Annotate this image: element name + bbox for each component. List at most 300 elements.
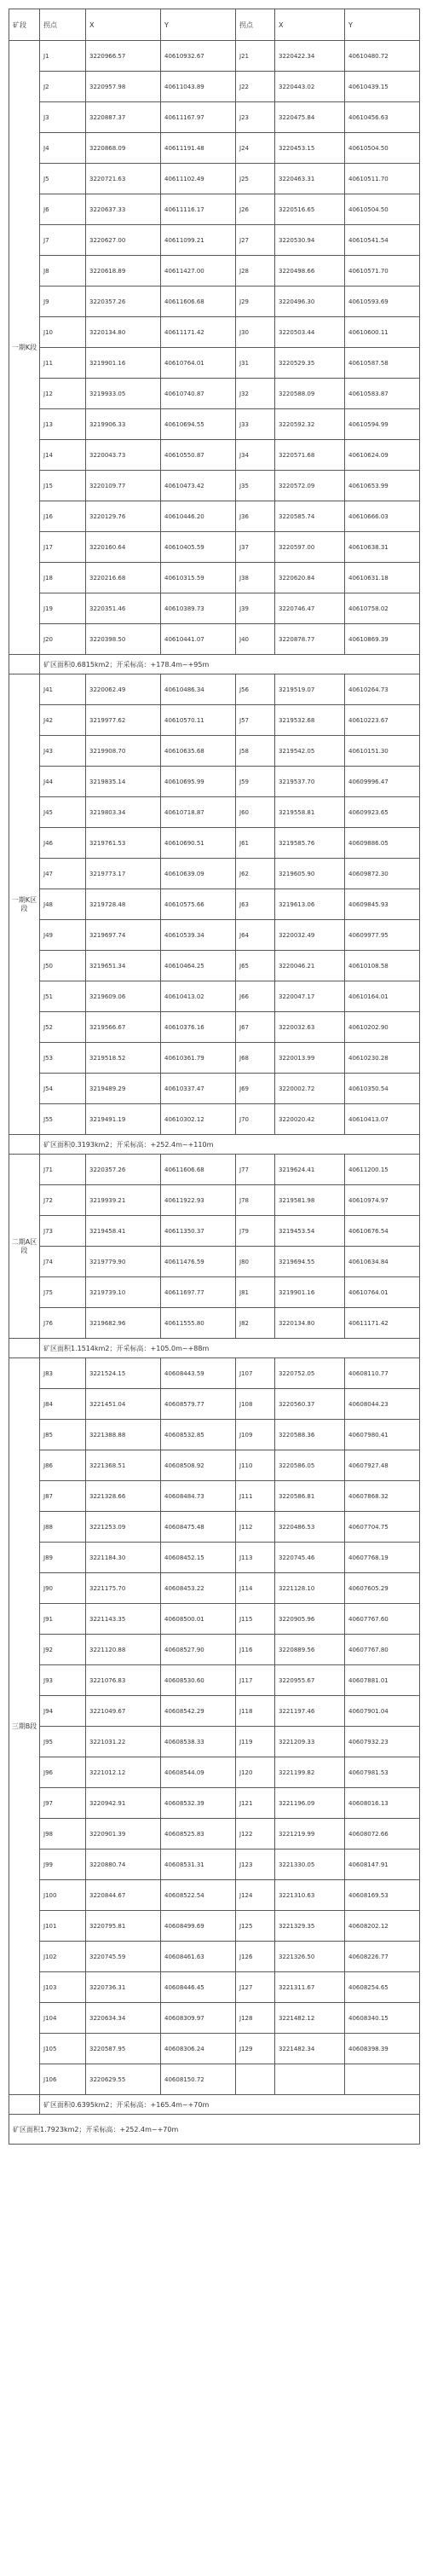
cell-y-right: 40610764.01 (345, 1277, 420, 1308)
cell-x-left: 3220795.81 (86, 1911, 161, 1942)
cell-x-left: 3220901.39 (86, 1819, 161, 1850)
cell-x-left: 3220634.34 (86, 2003, 161, 2034)
cell-x-right: 3220503.44 (275, 317, 345, 348)
cell-point-left: J20 (40, 624, 86, 655)
cell-y-right: 40610511.70 (345, 164, 420, 194)
table-row (9, 1389, 420, 1420)
cell-point-left: J51 (40, 981, 86, 1012)
coordinate-table-container (9, 9, 419, 2145)
table-row (9, 981, 420, 1012)
cell-point-right: J117 (236, 1665, 275, 1696)
cell-x-left: 3221388.88 (86, 1420, 161, 1450)
cell-y-left: 40608306.24 (161, 2034, 236, 2064)
cell-x-right: 3219624.41 (275, 1155, 345, 1185)
table-row (9, 705, 420, 736)
cell-x-left: 3220880.74 (86, 1850, 161, 1880)
cell-point-right: J63 (236, 889, 275, 920)
cell-point-right: J120 (236, 1757, 275, 1788)
cell-point-left: J100 (40, 1880, 86, 1911)
table-row (9, 317, 420, 348)
table-row (9, 1420, 420, 1450)
cell-y-left: 40608544.09 (161, 1757, 236, 1788)
cell-point-right: J28 (236, 256, 275, 287)
cell-y-right: 40609977.95 (345, 920, 420, 951)
section-name-cell (9, 1155, 40, 1339)
cell-x-left: 3221253.09 (86, 1512, 161, 1543)
cell-y-left: 40610764.01 (161, 348, 236, 379)
cell-x-right: 3221219.99 (275, 1819, 345, 1850)
cell-point-right: J67 (236, 1012, 275, 1043)
cell-point-left: J88 (40, 1512, 86, 1543)
section-name: 二期A区段 (11, 1237, 37, 1254)
table-row (9, 1450, 420, 1481)
cell-point-right: J57 (236, 705, 275, 736)
cell-x-left: 3221012.12 (86, 1757, 161, 1788)
cell-y-right: 40608398.39 (345, 2034, 420, 2064)
cell-x-right: 3221482.12 (275, 2003, 345, 2034)
cell-x-right: 3219453.54 (275, 1216, 345, 1247)
cell-y-right: 40608226.77 (345, 1942, 420, 1972)
cell-x-left: 3219728.48 (86, 889, 161, 920)
table-row (9, 1012, 420, 1043)
cell-x-left: 3220216.68 (86, 563, 161, 593)
cell-y-right: 40608254.65 (345, 1972, 420, 2003)
cell-y-left: 40608542.29 (161, 1696, 236, 1727)
cell-y-left: 40611350.37 (161, 1216, 236, 1247)
cell-y-left: 40611922.93 (161, 1185, 236, 1216)
cell-y-right: 40610638.31 (345, 532, 420, 563)
cell-x-right: 3220530.94 (275, 225, 345, 256)
cell-y-right: 40610504.50 (345, 133, 420, 164)
cell-x-right: 3220002.72 (275, 1074, 345, 1104)
cell-y-right: 40611171.42 (345, 1308, 420, 1339)
table-row (9, 1216, 420, 1247)
cell-y-left: 40610718.87 (161, 797, 236, 828)
cell-x-right: 3220592.32 (275, 409, 345, 440)
cell-point-left: J43 (40, 736, 86, 767)
table-row (9, 1308, 420, 1339)
cell-x-right: 3221482.34 (275, 2034, 345, 2064)
table-row (9, 674, 420, 705)
cell-point-right: J81 (236, 1277, 275, 1308)
cell-y-left: 40608538.33 (161, 1727, 236, 1757)
cell-y-left: 40611167.97 (161, 102, 236, 133)
cell-y-left: 40608532.85 (161, 1420, 236, 1450)
table-row (9, 563, 420, 593)
cell-point-right: J108 (236, 1389, 275, 1420)
cell-point-left: J3 (40, 102, 86, 133)
cell-y-left: 40611427.00 (161, 256, 236, 287)
cell-point-right: J121 (236, 1788, 275, 1819)
cell-y-right: 40610653.99 (345, 471, 420, 501)
cell-point-left: J7 (40, 225, 86, 256)
section-name-cell (9, 674, 40, 1135)
section-name-cell (9, 1358, 40, 2095)
cell-x-left: 3219458.41 (86, 1216, 161, 1247)
cell-x-right: 3221326.50 (275, 1942, 345, 1972)
cell-x-right: 3220013.99 (275, 1043, 345, 1074)
cell-x-right: 3220032.49 (275, 920, 345, 951)
cell-y-right: 40610108.58 (345, 951, 420, 981)
cell-y-right: 40607868.32 (345, 1481, 420, 1512)
cell-point-left: J42 (40, 705, 86, 736)
table-row (9, 287, 420, 317)
cell-y-left: 40611606.68 (161, 287, 236, 317)
cell-x-left: 3219518.52 (86, 1043, 161, 1074)
cell-y-right: 40607767.80 (345, 1635, 420, 1665)
cell-point-right: J77 (236, 1155, 275, 1185)
cell-x-left: 3219489.29 (86, 1074, 161, 1104)
cell-point-left: J18 (40, 563, 86, 593)
section-area-row (9, 655, 420, 674)
cell-point-right: J126 (236, 1942, 275, 1972)
cell-x-left: 3220868.09 (86, 133, 161, 164)
cell-y-right: 40610634.84 (345, 1247, 420, 1277)
cell-y-left: 40608453.22 (161, 1573, 236, 1604)
cell-y-left: 40610932.67 (161, 41, 236, 72)
cell-x-left: 3221031.22 (86, 1727, 161, 1757)
cell-x-right: 3220571.68 (275, 440, 345, 471)
table-row (9, 593, 420, 624)
cell-x-right: 3220889.56 (275, 1635, 345, 1665)
section-area-row (9, 2095, 420, 2115)
cell-point-right: J125 (236, 1911, 275, 1942)
cell-y-left: 40611476.59 (161, 1247, 236, 1277)
cell-y-right: 40607932.23 (345, 1727, 420, 1757)
cell-x-right: 3219581.98 (275, 1185, 345, 1216)
table-row (9, 1573, 420, 1604)
cell-x-left: 3219651.34 (86, 951, 161, 981)
table-row (9, 72, 420, 102)
cell-point-left: J41 (40, 674, 86, 705)
cell-y-right: 40608016.13 (345, 1788, 420, 1819)
table-row (9, 379, 420, 409)
cell-point-left: J4 (40, 133, 86, 164)
cell-point-left: J6 (40, 194, 86, 225)
cell-x-left: 3219803.34 (86, 797, 161, 828)
cell-point-right: J70 (236, 1104, 275, 1135)
table-row (9, 133, 420, 164)
cell-point-left: J83 (40, 1358, 86, 1389)
cell-point-left: J106 (40, 2064, 86, 2095)
cell-point-right: J114 (236, 1573, 275, 1604)
cell-point-right: J22 (236, 72, 275, 102)
cell-y-right: 40611200.15 (345, 1155, 420, 1185)
cell-point-left: J11 (40, 348, 86, 379)
cell-y-right (345, 2064, 420, 2095)
table-row (9, 1543, 420, 1573)
cell-point-right: J39 (236, 593, 275, 624)
cell-x-right: 3220443.02 (275, 72, 345, 102)
section-name: 一期K段 (11, 343, 37, 351)
cell-x-left: 3219773.17 (86, 859, 161, 889)
table-row (9, 1512, 420, 1543)
cell-point-right: J32 (236, 379, 275, 409)
cell-x-left: 3220887.37 (86, 102, 161, 133)
cell-point-right: J123 (236, 1850, 275, 1880)
cell-x-right: 3220588.09 (275, 379, 345, 409)
cell-point-right: J40 (236, 624, 275, 655)
table-row (9, 1727, 420, 1757)
table-row (9, 951, 420, 981)
cell-point-right (236, 2064, 275, 2095)
cell-x-left: 3219835.14 (86, 767, 161, 797)
cell-x-right: 3220453.15 (275, 133, 345, 164)
cell-x-right: 3220585.74 (275, 501, 345, 532)
cell-x-right: 3221311.67 (275, 1972, 345, 2003)
cell-point-left: J89 (40, 1543, 86, 1573)
cell-point-left: J44 (40, 767, 86, 797)
table-row (9, 348, 420, 379)
cell-x-left: 3220957.98 (86, 72, 161, 102)
table-row (9, 1972, 420, 2003)
cell-y-left: 40608309.97 (161, 2003, 236, 2034)
table-row (9, 2034, 420, 2064)
cell-point-right: J116 (236, 1635, 275, 1665)
cell-x-right: 3220486.53 (275, 1512, 345, 1543)
section-area-spacer (9, 655, 40, 674)
cell-point-right: J78 (236, 1185, 275, 1216)
cell-x-right: 3220020.42 (275, 1104, 345, 1135)
cell-point-right: J68 (236, 1043, 275, 1074)
cell-y-left: 40608579.77 (161, 1389, 236, 1420)
table-row (9, 920, 420, 951)
cell-x-left: 3220618.89 (86, 256, 161, 287)
cell-y-left: 40611043.89 (161, 72, 236, 102)
cell-y-left: 40610302.12 (161, 1104, 236, 1135)
cell-x-left: 3220351.46 (86, 593, 161, 624)
cell-x-right: 3220878.77 (275, 624, 345, 655)
table-row (9, 1696, 420, 1727)
table-row (9, 41, 420, 72)
cell-y-right: 40610594.99 (345, 409, 420, 440)
cell-point-right: J113 (236, 1543, 275, 1573)
section-name: 三期B段 (11, 1722, 37, 1730)
cell-point-left: J8 (40, 256, 86, 287)
header-zone: 矿段 (9, 9, 40, 41)
cell-x-left: 3221184.30 (86, 1543, 161, 1573)
cell-point-right: J61 (236, 828, 275, 859)
cell-x-right: 3221199.82 (275, 1757, 345, 1788)
table-row (9, 532, 420, 563)
cell-x-left: 3220160.64 (86, 532, 161, 563)
cell-point-left: J9 (40, 287, 86, 317)
table-row (9, 471, 420, 501)
cell-y-left: 40608484.73 (161, 1481, 236, 1512)
cell-point-right: J64 (236, 920, 275, 951)
cell-y-right: 40607901.04 (345, 1696, 420, 1727)
cell-y-right: 40608147.91 (345, 1850, 420, 1880)
cell-point-left: J71 (40, 1155, 86, 1185)
cell-point-right: J37 (236, 532, 275, 563)
cell-point-left: J90 (40, 1573, 86, 1604)
cell-point-left: J93 (40, 1665, 86, 1696)
table-row (9, 102, 420, 133)
cell-point-right: J26 (236, 194, 275, 225)
cell-y-right: 40609996.47 (345, 767, 420, 797)
cell-x-left: 3220721.63 (86, 164, 161, 194)
cell-point-right: J119 (236, 1727, 275, 1757)
cell-x-left: 3219609.06 (86, 981, 161, 1012)
cell-x-right: 3220422.34 (275, 41, 345, 72)
cell-point-right: J38 (236, 563, 275, 593)
table-row (9, 1074, 420, 1104)
cell-y-right: 40609845.93 (345, 889, 420, 920)
cell-point-right: J69 (236, 1074, 275, 1104)
cell-point-right: J25 (236, 164, 275, 194)
cell-x-left: 3220966.57 (86, 41, 161, 72)
cell-y-left: 40610413.02 (161, 981, 236, 1012)
cell-x-left: 3219566.67 (86, 1012, 161, 1043)
cell-x-left: 3219697.74 (86, 920, 161, 951)
cell-y-left: 40610405.59 (161, 532, 236, 563)
cell-point-left: J94 (40, 1696, 86, 1727)
cell-x-left: 3221524.15 (86, 1358, 161, 1389)
cell-point-right: J60 (236, 797, 275, 828)
cell-x-left: 3219682.96 (86, 1308, 161, 1339)
cell-x-right: 3221310.63 (275, 1880, 345, 1911)
cell-y-left: 40608508.92 (161, 1450, 236, 1481)
table-row (9, 1911, 420, 1942)
cell-y-left: 40610695.99 (161, 767, 236, 797)
cell-y-right: 40610480.72 (345, 41, 420, 72)
cell-x-right: 3220047.17 (275, 981, 345, 1012)
cell-y-left: 40610473.42 (161, 471, 236, 501)
cell-x-right: 3219694.55 (275, 1247, 345, 1277)
cell-x-right: 3220032.63 (275, 1012, 345, 1043)
cell-x-left: 3221175.70 (86, 1573, 161, 1604)
section-area-text: 矿区面积1.1514km2；开采标高：+105.0m~+88m (40, 1339, 420, 1358)
cell-y-right: 40608340.15 (345, 2003, 420, 2034)
section-area-row (9, 1135, 420, 1155)
cell-point-right: J59 (236, 767, 275, 797)
cell-y-right: 40610223.67 (345, 705, 420, 736)
cell-point-right: J33 (236, 409, 275, 440)
cell-point-right: J36 (236, 501, 275, 532)
cell-y-right: 40608044.23 (345, 1389, 420, 1420)
cell-point-right: J35 (236, 471, 275, 501)
cell-x-left: 3219933.05 (86, 379, 161, 409)
cell-y-right: 40610600.11 (345, 317, 420, 348)
cell-y-left: 40608461.63 (161, 1942, 236, 1972)
cell-point-left: J53 (40, 1043, 86, 1074)
cell-point-left: J13 (40, 409, 86, 440)
cell-x-right: 3221128.10 (275, 1573, 345, 1604)
table-row (9, 1942, 420, 1972)
cell-x-right: 3219532.68 (275, 705, 345, 736)
cell-y-left: 40608522.54 (161, 1880, 236, 1911)
cell-point-left: J101 (40, 1911, 86, 1942)
cell-x-right: 3220746.47 (275, 593, 345, 624)
cell-y-right: 40607768.19 (345, 1543, 420, 1573)
cell-point-right: J80 (236, 1247, 275, 1277)
cell-point-left: J96 (40, 1757, 86, 1788)
cell-x-right: 3220905.96 (275, 1604, 345, 1635)
cell-y-left: 40610361.79 (161, 1043, 236, 1074)
cell-point-left: J98 (40, 1819, 86, 1850)
table-row (9, 501, 420, 532)
cell-y-left: 40608531.31 (161, 1850, 236, 1880)
section-area-row (9, 1339, 420, 1358)
header-row (9, 9, 420, 41)
cell-x-left: 3219491.19 (86, 1104, 161, 1135)
cell-x-left: 3221328.66 (86, 1481, 161, 1512)
cell-point-right: J124 (236, 1880, 275, 1911)
table-row (9, 440, 420, 471)
table-row (9, 828, 420, 859)
cell-y-right: 40607767.60 (345, 1604, 420, 1635)
cell-x-right: 3220498.66 (275, 256, 345, 287)
table-row (9, 225, 420, 256)
cell-y-right: 40609872.30 (345, 859, 420, 889)
cell-point-right: J82 (236, 1308, 275, 1339)
cell-y-left: 40608499.69 (161, 1911, 236, 1942)
cell-x-right: 3219901.16 (275, 1277, 345, 1308)
cell-y-right: 40608072.66 (345, 1819, 420, 1850)
table-row (9, 859, 420, 889)
cell-x-left: 3219901.16 (86, 348, 161, 379)
cell-x-right: 3221330.05 (275, 1850, 345, 1880)
section-area-text: 矿区面积0.6395km2；开采标高：+165.4m~+70m (40, 2095, 420, 2115)
cell-point-left: J99 (40, 1850, 86, 1880)
cell-point-right: J127 (236, 1972, 275, 2003)
cell-x-left: 3219761.53 (86, 828, 161, 859)
cell-point-left: J15 (40, 471, 86, 501)
cell-x-right: 3220516.65 (275, 194, 345, 225)
cell-x-right: 3219558.81 (275, 797, 345, 828)
cell-point-left: J1 (40, 41, 86, 72)
cell-x-left: 3220942.91 (86, 1788, 161, 1819)
cell-point-left: J10 (40, 317, 86, 348)
table-row (9, 1665, 420, 1696)
cell-point-right: J122 (236, 1819, 275, 1850)
cell-point-right: J65 (236, 951, 275, 981)
cell-x-left: 3219906.33 (86, 409, 161, 440)
cell-x-right: 3220475.84 (275, 102, 345, 133)
cell-y-right: 40610541.54 (345, 225, 420, 256)
header-y-left: Y (161, 9, 236, 41)
cell-y-left: 40610376.16 (161, 1012, 236, 1043)
cell-point-right: J112 (236, 1512, 275, 1543)
cell-y-left: 40610575.66 (161, 889, 236, 920)
cell-point-left: J17 (40, 532, 86, 563)
cell-y-right: 40607881.01 (345, 1665, 420, 1696)
cell-y-left: 40610315.59 (161, 563, 236, 593)
cell-x-left: 3220062.49 (86, 674, 161, 705)
cell-point-left: J45 (40, 797, 86, 828)
cell-x-left: 3220844.67 (86, 1880, 161, 1911)
cell-point-left: J102 (40, 1942, 86, 1972)
cell-point-right: J27 (236, 225, 275, 256)
cell-y-left: 40610464.25 (161, 951, 236, 981)
cell-x-right: 3220597.00 (275, 532, 345, 563)
cell-y-left: 40610690.51 (161, 828, 236, 859)
cell-point-right: J111 (236, 1481, 275, 1512)
cell-point-left: J95 (40, 1727, 86, 1757)
cell-y-right: 40610624.09 (345, 440, 420, 471)
cell-point-right: J129 (236, 2034, 275, 2064)
cell-x-right: 3220560.37 (275, 1389, 345, 1420)
cell-x-right: 3221196.09 (275, 1788, 345, 1819)
cell-point-left: J87 (40, 1481, 86, 1512)
cell-x-left: 3220587.95 (86, 2034, 161, 2064)
cell-y-left: 40608446.45 (161, 1972, 236, 2003)
cell-y-left: 40608452.15 (161, 1543, 236, 1573)
section-name: 一期K区段 (11, 895, 37, 912)
cell-point-right: J56 (236, 674, 275, 705)
cell-y-left: 40608475.48 (161, 1512, 236, 1543)
table-row (9, 797, 420, 828)
